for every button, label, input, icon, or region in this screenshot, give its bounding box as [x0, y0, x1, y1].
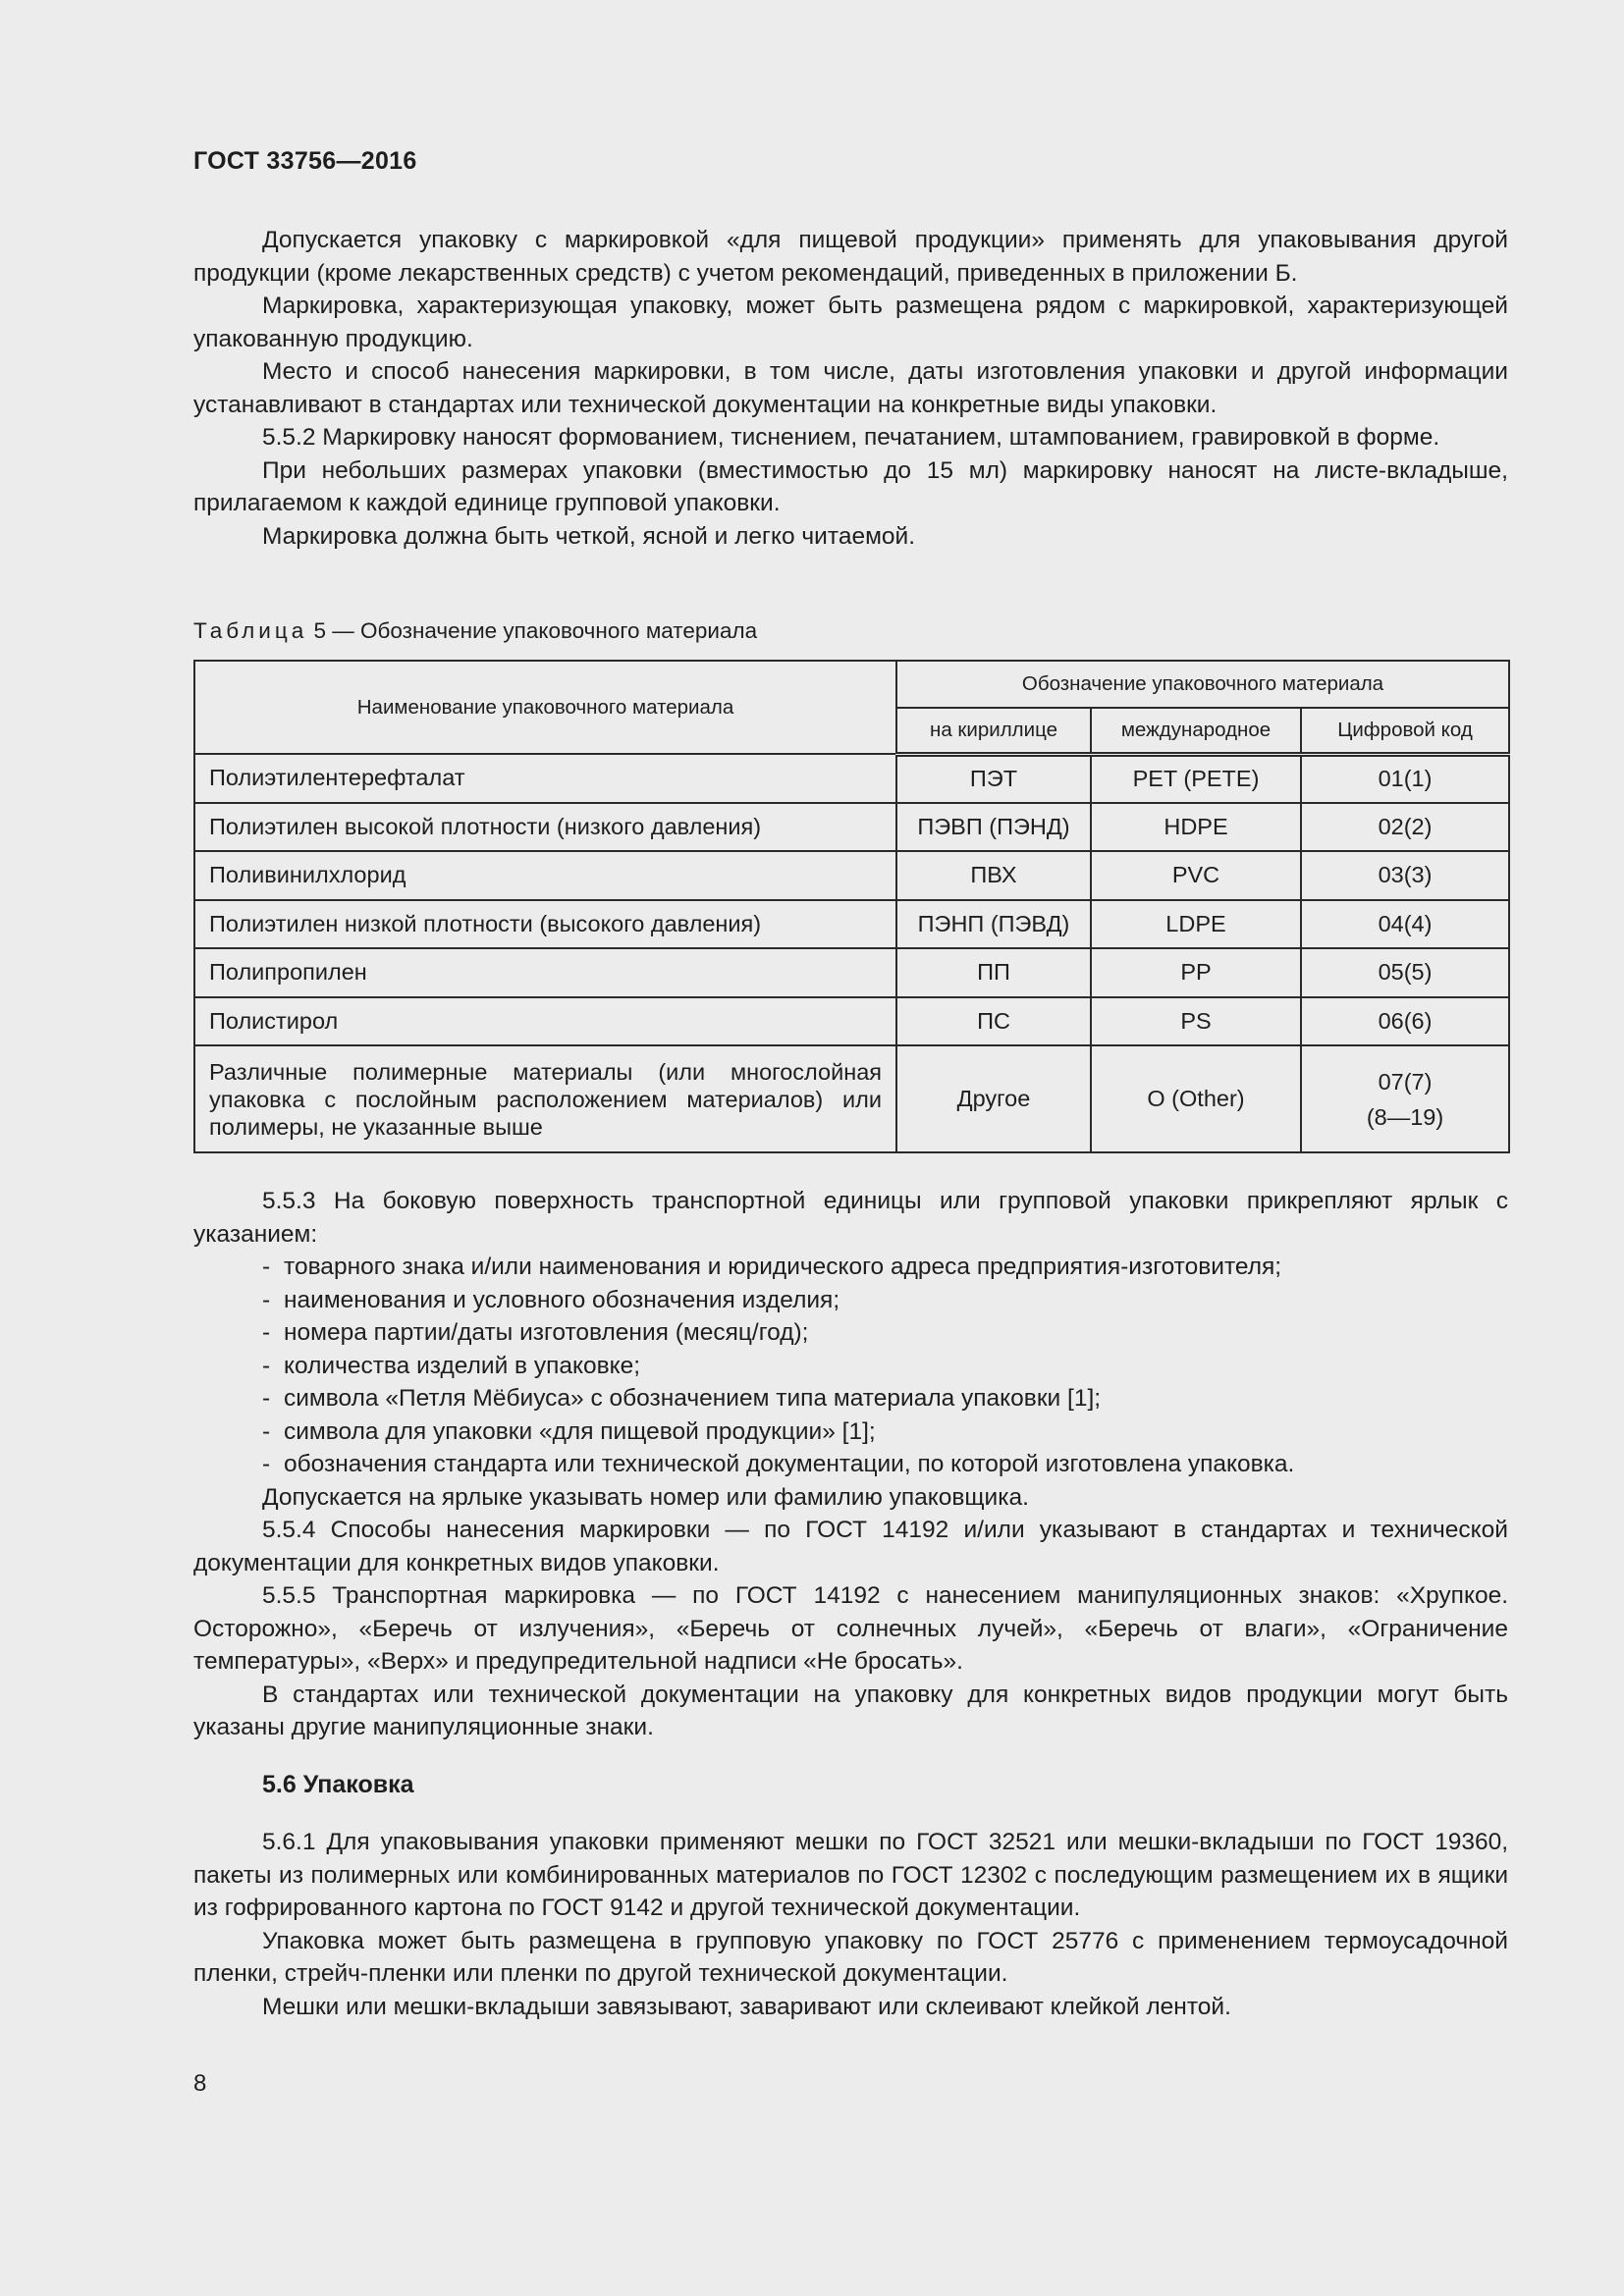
- list-dash: -: [262, 1451, 271, 1477]
- digital-code-range: (8—19): [1366, 1103, 1444, 1130]
- packaging-text: [193, 1826, 1508, 2023]
- table-caption-label: Таблица: [193, 618, 308, 643]
- paragraph: Мешки или мешки-вкладыши завязывают, заваривают или склеивают клейкой лентой.: [262, 1993, 1231, 2020]
- materials-table: [193, 660, 1510, 1153]
- paragraph: Маркировка должна быть четкой, ясной и легко читаемой.: [262, 522, 916, 550]
- list-item: [193, 1448, 1508, 1481]
- paragraph: 5.5.4 Способы нанесения маркировки — по ГОСТ 14192 и/или указывают в стандартах и технической документации для конкретных видов упаковки.: [193, 1517, 1508, 1576]
- marking-text: [193, 1185, 1508, 1744]
- cyrillic-code: ПЭНП (ПЭВД): [896, 900, 1091, 949]
- list-dash: -: [262, 1254, 271, 1280]
- paragraph: 5.5.5 Транспортная маркировка — по ГОСТ 14192 с нанесением манипуляционных знаков: «Хрупкое. Осторожно», «Беречь от излучения», «Беречь от солнечных лучей», «Беречь от влаги», «Ограничение температуры», «Верх» и предупредительной надписи «Не бросать».: [193, 1582, 1508, 1675]
- material-name: Различные полимерные материалы (или многослойная упаковка с послойным расположением материалов) или полимеры, не указанные выше: [194, 1045, 896, 1152]
- digital-code: 02(2): [1301, 803, 1509, 852]
- table-row: [194, 900, 1509, 949]
- material-name: Поливинилхлорид: [194, 851, 896, 900]
- material-name: Полипропилен: [194, 948, 896, 997]
- standard-header: ГОСТ 33756—2016: [193, 147, 417, 175]
- label-contents-list: [193, 1251, 1508, 1481]
- list-dash: -: [262, 1319, 271, 1346]
- cyrillic-code: ПВХ: [896, 851, 1091, 900]
- digital-code: 04(4): [1301, 900, 1509, 949]
- list-dash: -: [262, 1286, 271, 1313]
- paragraph: Маркировка, характеризующая упаковку, может быть размещена рядом с маркировкой, характеризующей упакованную продукцию.: [193, 293, 1508, 352]
- list-item-text: символа «Петля Мёбиуса» с обозначением типа материала упаковки [1];: [284, 1385, 1102, 1412]
- table-caption-text: 5 — Обозначение упаковочного материала: [307, 618, 758, 643]
- digital-code: 01(1): [1301, 754, 1509, 803]
- paragraph: Допускается упаковку с маркировкой «для пищевой продукции» применять для упаковывания другой продукции (кроме лекарственных средств) с учетом рекомендаций, приведенных в приложении Б.: [193, 227, 1508, 287]
- list-item: [193, 1382, 1508, 1415]
- international-code: LDPE: [1091, 900, 1301, 949]
- international-code: O (Other): [1091, 1045, 1301, 1152]
- list-item-text: количества изделий в упаковке;: [284, 1352, 641, 1379]
- list-item-text: наименования и условного обозначения изделия;: [284, 1286, 840, 1313]
- digital-code: [1301, 1045, 1509, 1152]
- table-row: [194, 948, 1509, 997]
- digital-code: 05(5): [1301, 948, 1509, 997]
- cyrillic-code: ПЭТ: [896, 754, 1091, 803]
- material-name: Полистирол: [194, 997, 896, 1046]
- list-item: [193, 1316, 1508, 1350]
- table-row: [194, 851, 1509, 900]
- table-row: [194, 997, 1509, 1046]
- material-name: Полиэтилен высокой плотности (низкого давления): [194, 803, 896, 852]
- intro-text: [193, 224, 1508, 553]
- header-international: международное: [1091, 708, 1301, 754]
- list-item-text: обозначения стандарта или технической документации, по которой изготовлена упаковка.: [284, 1451, 1295, 1477]
- list-item: [193, 1350, 1508, 1383]
- list-item: [193, 1284, 1508, 1317]
- header-cyrillic: на кириллице: [896, 708, 1091, 754]
- paragraph: При небольших размерах упаковки (вместимостью до 15 мл) маркировку наносят на листе-вкладыше, прилагаемом к каждой единице групповой упаковки.: [193, 456, 1508, 516]
- paragraph: 5.6.1 Для упаковывания упаковки применяют мешки по ГОСТ 32521 или мешки-вкладыши по ГОСТ 19360, пакеты из полимерных или комбинированных материалов по ГОСТ 12302 с последующим размещением их в ящики из гофрированного картона по ГОСТ 9142 и другой технической документации.: [193, 1829, 1508, 1921]
- section-title: 5.6 Упаковка: [262, 1771, 414, 1798]
- digital-code-line: 07(7): [1378, 1068, 1433, 1095]
- header-material-name: Наименование упаковочного материала: [194, 661, 896, 754]
- international-code: PVC: [1091, 851, 1301, 900]
- list-dash: -: [262, 1352, 271, 1379]
- digital-code: 06(6): [1301, 997, 1509, 1046]
- table-row: [194, 754, 1509, 803]
- list-dash: -: [262, 1417, 271, 1445]
- international-code: PS: [1091, 997, 1301, 1046]
- list-dash: -: [262, 1385, 271, 1412]
- list-item-text: номера партии/даты изготовления (месяц/год);: [284, 1319, 809, 1346]
- list-item-text: товарного знака и/или наименования и юридического адреса предприятия-изготовителя;: [284, 1254, 1282, 1280]
- paragraph: Упаковка может быть размещена в групповую упаковку по ГОСТ 25776 с применением термоусадочной пленки, стрейч-пленки или пленки по другой технической документации.: [193, 1927, 1508, 1987]
- international-code: HDPE: [1091, 803, 1301, 852]
- page-number: 8: [193, 2070, 207, 2097]
- paragraph: 5.5.3 На боковую поверхность транспортной единицы или групповой упаковки прикрепляют ярлык с указанием:: [193, 1188, 1508, 1248]
- table-row: [194, 803, 1509, 852]
- material-name: Полиэтилентерефталат: [194, 754, 896, 803]
- international-code: PET (PETE): [1091, 754, 1301, 803]
- table-caption: [193, 618, 757, 644]
- list-item: [193, 1415, 1508, 1449]
- table-row: [194, 1045, 1509, 1152]
- paragraph: 5.5.2 Маркировку наносят формованием, тиснением, печатанием, штампованием, гравировкой в форме.: [262, 424, 1440, 451]
- cyrillic-code: Другое: [896, 1045, 1091, 1152]
- list-item: [193, 1251, 1508, 1284]
- digital-code: 03(3): [1301, 851, 1509, 900]
- paragraph: Допускается на ярлыке указывать номер или фамилию упаковщика.: [262, 1483, 1029, 1511]
- list-item-text: символа для упаковки «для пищевой продукции» [1];: [284, 1417, 876, 1445]
- header-designation-group: Обозначение упаковочного материала: [896, 661, 1509, 708]
- cyrillic-code: ПП: [896, 948, 1091, 997]
- paragraph: Место и способ нанесения маркировки, в том числе, даты изготовления упаковки и другой информации устанавливают в стандартах или технической документации на конкретные виды упаковки.: [193, 358, 1508, 418]
- paragraph: В стандартах или технической документации на упаковку для конкретных видов продукции могут быть указаны другие манипуляционные знаки.: [193, 1681, 1508, 1740]
- cyrillic-code: ПЭВП (ПЭНД): [896, 803, 1091, 852]
- international-code: PP: [1091, 948, 1301, 997]
- material-name: Полиэтилен низкой плотности (высокого давления): [194, 900, 896, 949]
- header-digital-code: Цифровой код: [1301, 708, 1509, 754]
- cyrillic-code: ПС: [896, 997, 1091, 1046]
